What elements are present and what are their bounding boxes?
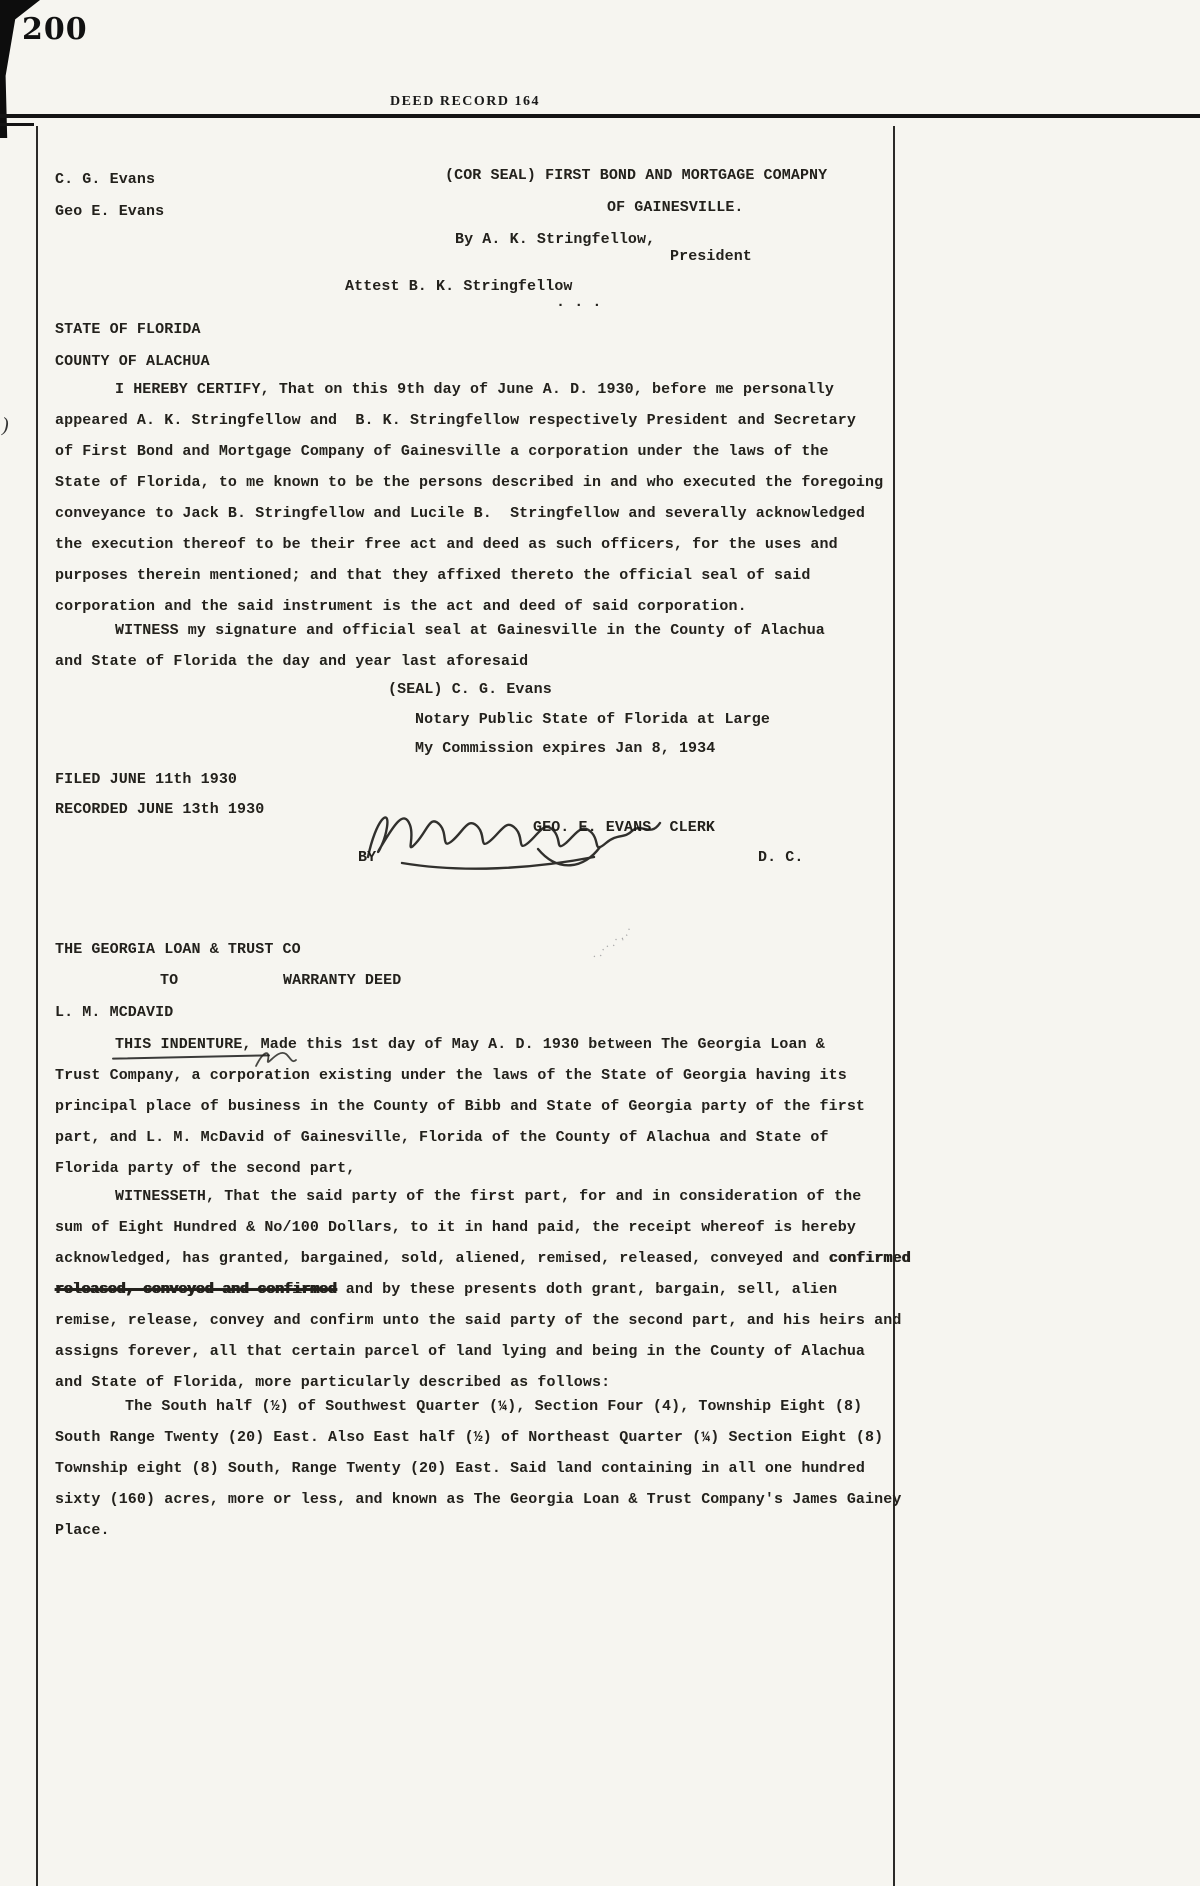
margin-pen-mark: ) — [2, 414, 9, 436]
grantee-caption: L. M. MCDAVID — [55, 1004, 174, 1021]
notary-title-line: Notary Public State of Florida at Large — [415, 711, 770, 728]
recorded-line: RECORDED JUNE 13th 1930 — [55, 801, 265, 818]
deputy-clerk-initials: D. C. — [758, 849, 804, 866]
witness-line: and State of Florida the day and year last aforesaid — [55, 653, 529, 670]
description-line: South Range Twenty (20) East. Also East half (½) of Northeast Quarter (¼) Section Eight (8) — [55, 1429, 884, 1446]
description-line: sixty (160) acres, more or less, and known as The Georgia Loan & Trust Company's James Gainey — [55, 1491, 902, 1508]
page-number: 200 — [22, 12, 88, 47]
cert-line: conveyance to Jack B. Stringfellow and Lucile B. Stringfellow and severally acknowledged — [55, 505, 866, 522]
witnesseth-line: assigns forever, all that certain parcel of land lying and being in the County of Alachua — [55, 1343, 866, 1360]
instrument-title: WARRANTY DEED — [283, 972, 402, 989]
witnesseth-line: WITNESSETH, That the said party of the first part, for and in consideration of the — [115, 1188, 862, 1205]
indenture-line: Florida party of the second part, — [55, 1160, 356, 1177]
description-line: The South half (½) of Southwest Quarter (¼), Section Four (4), Township Eight (8) — [125, 1398, 863, 1415]
header-rule — [0, 114, 1200, 118]
header-rule-secondary — [0, 123, 34, 126]
cert-line: the execution thereof to be their free act and deed as such officers, for the uses and — [55, 536, 838, 553]
struck-out-text: released, conveyed and confirmed — [55, 1281, 337, 1298]
cert-line: purposes therein mentioned; and that they affixed thereto the official seal of said — [55, 567, 811, 584]
county-caption: COUNTY OF ALACHUA — [55, 353, 210, 370]
clerk-signature-icon — [362, 793, 664, 881]
witnesseth-line: and State of Florida, more particularly described as follows: — [55, 1374, 611, 1391]
indenture-line: THIS INDENTURE, Made this 1st day of May A. D. 1930 between The Georgia Loan & — [115, 1036, 825, 1053]
witnesseth-line: remise, release, convey and confirm unto the said party of the second part, and his heirs and — [55, 1312, 902, 1329]
cert-line: I HEREBY CERTIFY, That on this 9th day of June A. D. 1930, before me personally — [115, 381, 835, 398]
signer-name-line: C. G. Evans — [55, 171, 156, 188]
witnesseth-line-text: acknowledged, has granted, bargained, sold, aliened, remised, released, conveyed and — [55, 1250, 829, 1267]
indenture-line: principal place of business in the County of Bibb and State of Georgia party of the first — [55, 1098, 866, 1115]
signer-name-line: Geo E. Evans — [55, 203, 165, 220]
cert-line: State of Florida, to me known to be the persons described in and who executed the foregoing — [55, 474, 884, 491]
by-label: BY — [358, 849, 377, 866]
filed-line: FILED JUNE 11th 1930 — [55, 771, 238, 788]
notary-seal-signature: (SEAL) C. G. Evans — [388, 681, 552, 698]
president-title: President — [670, 248, 752, 265]
cert-line: corporation and the said instrument is the act and deed of said corporation. — [55, 598, 747, 615]
attest-line: Attest B. K. Stringfellow — [345, 278, 573, 295]
witnesseth-line — [55, 1280, 837, 1300]
faint-stamp-mark: ·.··.·,.· — [589, 922, 637, 963]
witnesseth-line: sum of Eight Hundred & No/100 Dollars, to it in hand paid, the receipt whereof is hereby — [55, 1219, 856, 1236]
cert-line: of First Bond and Mortgage Company of Gainesville a corporation under the laws of the — [55, 443, 829, 460]
handwritten-underline — [112, 1054, 270, 1059]
indenture-line: Trust Company, a corporation existing under the laws of the State of Georgia having its — [55, 1067, 847, 1084]
page-frame-left — [36, 126, 38, 1886]
to-label: TO — [160, 972, 179, 989]
page-frame-right — [893, 126, 895, 1886]
overstruck-word: confirmed — [828, 1250, 911, 1267]
company-city-line: OF GAINESVILLE. — [607, 199, 744, 216]
description-line: Township eight (8) South, Range Twenty (20) East. Said land containing in all one hundred — [55, 1460, 866, 1477]
state-caption: STATE OF FLORIDA — [55, 321, 201, 338]
commission-line: My Commission expires Jan 8, 1934 — [415, 740, 716, 757]
witnesseth-line — [55, 1249, 911, 1269]
witnesseth-line-text: and by these presents doth grant, bargain, sell, alien — [336, 1281, 838, 1298]
indenture-line: part, and L. M. McDavid of Gainesville, Florida of the County of Alachua and State of — [55, 1129, 829, 1146]
by-officer-line: By A. K. Stringfellow, — [455, 231, 656, 248]
record-book-header: DEED RECORD 164 — [389, 94, 541, 109]
cert-line: appeared A. K. Stringfellow and B. K. Stringfellow respectively President and Secretary — [55, 412, 856, 429]
separator-dots: . . . — [556, 294, 602, 311]
clerk-line: GEO. E. EVANS CLERK — [533, 819, 716, 836]
clerk-signature — [362, 793, 664, 881]
corporate-seal-line: (COR SEAL) FIRST BOND AND MORTGAGE COMAPNY — [445, 167, 828, 184]
grantor-caption: THE GEORGIA LOAN & TRUST CO — [55, 941, 301, 958]
witness-line: WITNESS my signature and official seal at Gainesville in the County of Alachua — [115, 622, 825, 639]
description-line: Place. — [55, 1522, 110, 1539]
